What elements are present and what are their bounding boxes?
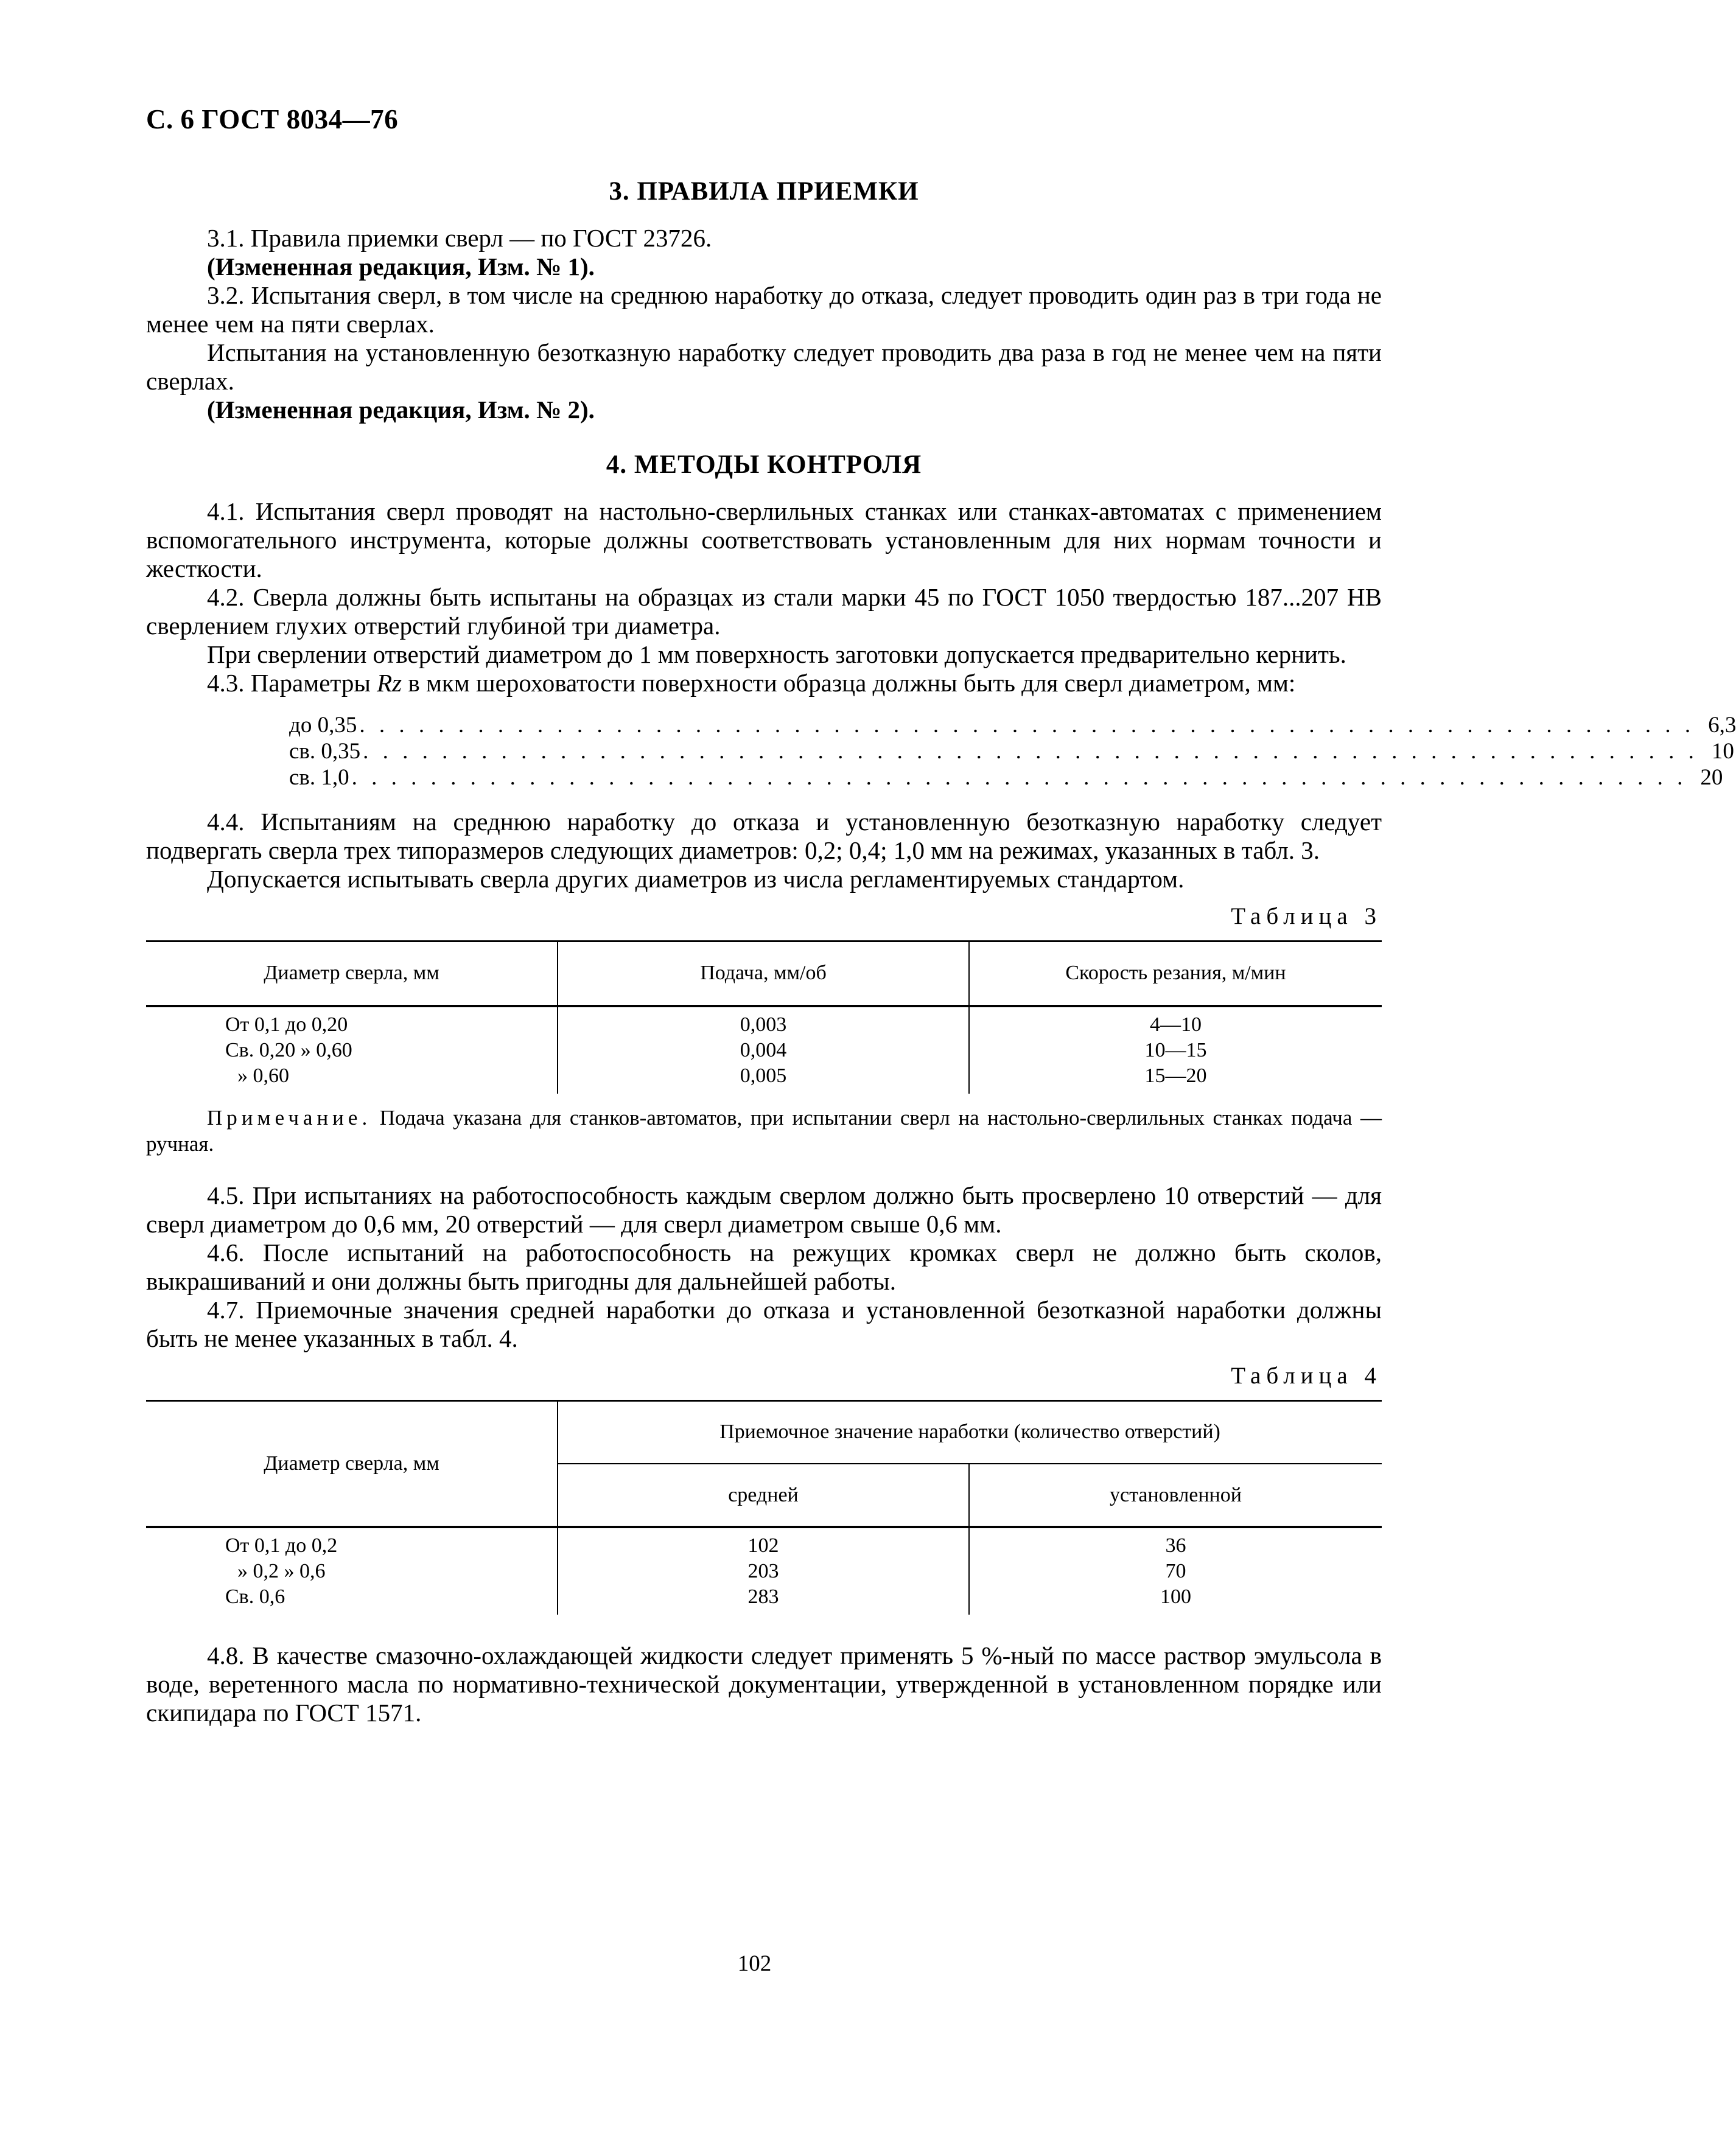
- rz-symbol: Rz: [377, 669, 402, 697]
- table-4-header-group: Приемочное значение наработки (количество отверстий): [558, 1400, 1382, 1464]
- table-3-caption: Таблица 3: [1231, 903, 1382, 929]
- paragraph-3-1: 3.1. Правила приемки сверл — по ГОСТ 23726.: [207, 224, 712, 252]
- table-3-header: Скорость резания, м/мин: [969, 942, 1382, 1006]
- paragraph-4-8: 4.8. В качестве смазочно-охлаждающей жидкости следует применять 5 %-ный по массе раствор эмульсола в воде, веретенного масла по нормативно-технической документации, утвержденной в установленном порядке или скипидара по ГОСТ 1571.: [146, 1641, 1382, 1727]
- roughness-list: [289, 712, 1736, 791]
- roughness-row: до 0,35 . . . . . . . . . . . . . . . . . . . . . . . . . . . . . . . . . . . . . . . . . . . . . . . . . . . . . . . . . . . . . . . . . . . . 6,3: [289, 713, 1736, 738]
- paragraph-4-1: 4.1. Испытания сверл проводят на настольно-сверлильных станках или станках-автоматах с применением вспомогательного инструмента, которые должны соответствовать установленным для них нормам точности и жесткости.: [146, 497, 1382, 582]
- paragraph-3-2: 3.2. Испытания сверл, в том числе на среднюю наработку до отказа, следует проводить один раз в три года не менее чем на пяти сверлах.: [146, 281, 1382, 338]
- table-row: Св. 0,20 » 0,60 0,004 10—15: [146, 1038, 1382, 1063]
- paragraph-4-2: 4.2. Сверла должны быть испытаны на образцах из стали марки 45 по ГОСТ 1050 твердостью 187...207 НВ сверлением глухих отверстий глубиной три диаметра.: [146, 583, 1382, 640]
- paragraph-4-2b: При сверлении отверстий диаметром до 1 мм поверхность заготовки допускается предварительно кернить.: [207, 640, 1346, 668]
- paragraph-4-4b: Допускается испытывать сверла других диаметров из числа регламентируемых стандартом.: [207, 865, 1185, 893]
- paragraph-4-5: 4.5. При испытаниях на работоспособность каждым сверлом должно быть просверлено 10 отверстий — для сверл диаметром до 0,6 мм, 20 отверстий — для сверл диаметром свыше 0,6 мм.: [146, 1181, 1382, 1238]
- table-row: » 0,60 0,005 15—20: [146, 1063, 1382, 1094]
- note-lead: Примечание.: [207, 1105, 372, 1130]
- table-row: От 0,1 до 0,2 102 36: [146, 1527, 1382, 1559]
- table-row: » 0,2 » 0,6 203 70: [146, 1559, 1382, 1584]
- table-3-header: Подача, мм/об: [558, 942, 969, 1006]
- edit-note-1: (Измененная редакция, Изм. № 1).: [207, 253, 595, 281]
- edit-note-2: (Измененная редакция, Изм. № 2).: [207, 396, 595, 424]
- roughness-row: св. 0,35 . . . . . . . . . . . . . . . . . . . . . . . . . . . . . . . . . . . . . . . . . . . . . . . . . . . . . . . . . . . . . . . . . . . . 10: [289, 739, 1734, 764]
- table-4-caption: Таблица 4: [1231, 1362, 1382, 1389]
- table-4: [146, 1400, 1382, 1615]
- paragraph-3-2b: Испытания на установленную безотказную наработку следует проводить два раза в год не менее чем на пяти сверлах.: [146, 338, 1382, 395]
- page-number: 102: [737, 1951, 772, 1976]
- table-4-header-diameter: Диаметр сверла, мм: [146, 1400, 558, 1527]
- section-4-title: 4. МЕТОДЫ КОНТРОЛЯ: [606, 450, 922, 479]
- roughness-row: св. 1,0 . . . . . . . . . . . . . . . . . . . . . . . . . . . . . . . . . . . . . . . . . . . . . . . . . . . . . . . . . . . . . . . . . . . . 20: [289, 765, 1723, 790]
- section-3-title: 3. ПРАВИЛА ПРИЕМКИ: [609, 177, 919, 206]
- table-3-header: Диаметр сверла, мм: [264, 962, 439, 985]
- paragraph-4-4: 4.4. Испытаниям на среднюю наработку до отказа и установленную безотказную наработку следует подвергать сверла трех типоразмеров следующих диаметров: 0,2; 0,4; 1,0 мм на режимах, указанных в табл. 3.: [146, 808, 1382, 864]
- paragraph-4-7: 4.7. Приемочные значения средней наработки до отказа и установленной безотказной наработки должны быть не менее указанных в табл. 4.: [146, 1295, 1382, 1352]
- table-3-note: Примечание. Подача указана для станков-автоматов, при испытании сверл на настольно-сверлильных станках подача — ручная.: [146, 1105, 1382, 1156]
- page-content: [146, 176, 1736, 1727]
- page-header: С. 6 ГОСТ 8034—76: [146, 104, 399, 135]
- table-3: [146, 940, 1382, 1094]
- paragraph-4-3: 4.3. Параметры Rz в мкм шероховатости поверхности образца должны быть для сверл диаметром, мм:: [207, 669, 1296, 697]
- table-row: Св. 0,6 283 100: [146, 1584, 1382, 1615]
- table-4-header-avg: средней: [558, 1464, 969, 1527]
- table-row: От 0,1 до 0,20 0,003 4—10: [146, 1006, 1382, 1038]
- paragraph-4-6: 4.6. После испытаний на работоспособность на режущих кромках сверл не должно быть сколов, выкрашиваний и они должны быть пригодны для дальнейшей работы.: [146, 1238, 1382, 1295]
- table-4-header-set: установленной: [969, 1464, 1382, 1527]
